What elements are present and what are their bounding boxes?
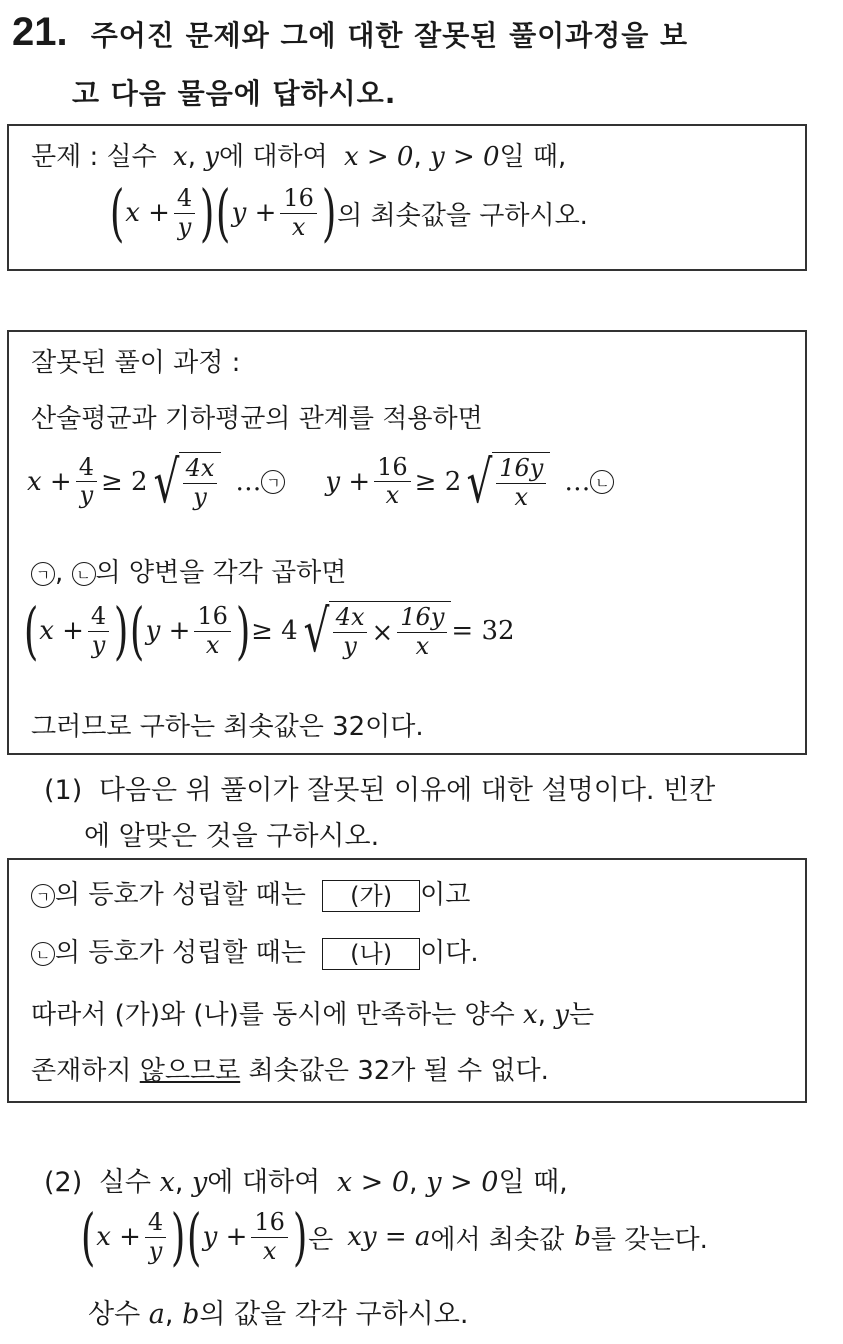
ineq1-relation: ≥ 2 — [101, 466, 148, 497]
comma: , — [174, 1167, 184, 1198]
question-text-line1: 주어진 문제와 그에 대한 잘못된 풀이과정을 보 — [90, 19, 689, 52]
explain-line4 — [31, 1050, 549, 1087]
wrong-solution-box — [7, 330, 807, 755]
right-paren: ) — [171, 1200, 186, 1273]
radical-sign: √ — [466, 447, 493, 516]
condition-y: y > 0 — [426, 1167, 499, 1198]
ineq1-root-fraction — [183, 455, 218, 511]
comma: , — [164, 1299, 174, 1330]
explain-line1 — [31, 874, 470, 912]
frac-den: y — [91, 630, 106, 659]
part2-line3 — [88, 1292, 468, 1331]
var-a: a — [148, 1299, 165, 1330]
question-number: 21. — [12, 10, 68, 54]
explain-line2-text: 의 등호가 성립할 때는 — [55, 938, 306, 968]
frac-den: x — [262, 1236, 277, 1265]
condition-x: x > 0 — [343, 142, 414, 172]
problem-line2-suffix: 의 최솟값을 구하시오. — [337, 200, 588, 231]
part2-line2-end: 를 갖는다. — [590, 1224, 708, 1255]
blank-ga: (가) — [322, 880, 420, 912]
frac-num: 16y — [397, 604, 447, 633]
explain-line4-prefix: 존재하지 — [31, 1056, 132, 1086]
frac-num: 4 — [76, 454, 97, 483]
explain-line2-end: 이다. — [420, 938, 479, 968]
var-x: x — [523, 1000, 538, 1030]
part2-prefix: 실수 — [98, 1167, 152, 1198]
var-b: b — [182, 1299, 200, 1330]
times-sign: × — [371, 617, 394, 648]
expr-y-plus: y + — [231, 198, 277, 228]
fraction-16-over-x — [251, 1209, 288, 1265]
frac-den: y — [79, 481, 94, 510]
right-paren: ) — [321, 176, 337, 249]
right-paren: ) — [114, 594, 129, 667]
frac-num: 16 — [374, 454, 411, 483]
frac-den: x — [291, 212, 306, 241]
frac-num: 16 — [251, 1209, 288, 1238]
frac-den: y — [177, 212, 192, 241]
part2-condition: xy = a — [347, 1222, 431, 1252]
ineq1-sqrt — [148, 447, 222, 516]
part2-eun: 은 — [308, 1224, 334, 1255]
ineq2-sqrt — [461, 447, 550, 516]
var-b: b — [574, 1222, 591, 1252]
problem-suffix: 일 때, — [499, 142, 567, 172]
comma: , — [409, 1167, 418, 1198]
comma: , — [413, 142, 422, 172]
part1-label: (1) — [44, 775, 83, 806]
comma: , — [187, 142, 196, 172]
frac-num: 4 — [174, 185, 195, 214]
solution-intro: 산술평균과 기하평균의 관계를 적용하면 — [31, 404, 483, 434]
right-paren: ) — [200, 176, 215, 249]
expr-y-plus: y + — [202, 1222, 248, 1252]
frac-den: y — [343, 632, 357, 660]
question-text-line2: 고 다음 물음에 답하시오. — [72, 77, 397, 110]
blank-na: (나) — [322, 938, 420, 970]
frac-num: 4 — [88, 603, 109, 632]
part1-line1 — [44, 768, 715, 807]
problem-prefix: 문제 : 실수 — [31, 142, 157, 172]
explain-line3-end: 는 — [568, 1000, 595, 1030]
solution-conclusion: 그러므로 구하는 최솟값은 32이다. — [31, 712, 424, 742]
condition-y: y > 0 — [430, 142, 500, 172]
expr-x-plus: x + — [96, 1222, 141, 1252]
multiply-text: 의 양변을 각각 곱하면 — [95, 558, 347, 588]
right-paren: ) — [292, 1200, 308, 1273]
explain-line3 — [31, 994, 594, 1031]
explain-line1-end: 이고 — [420, 880, 471, 910]
left-paren: ( — [187, 1200, 202, 1273]
part2-suffix: 일 때, — [498, 1167, 568, 1198]
product-sqrt — [298, 597, 452, 665]
part2-mid: 에 대하여 — [207, 1167, 321, 1198]
ineq2-tag-dots: … — [564, 466, 591, 497]
radical-sign: √ — [303, 597, 330, 665]
expr-x-plus: x + — [125, 198, 170, 228]
circle-label-b: ㄴ — [590, 470, 614, 494]
part2-line2 — [80, 1200, 708, 1273]
circle-label-a: ㄱ — [31, 562, 55, 586]
ineq1-lhs: x + — [27, 466, 72, 497]
problem-mid: 에 대하여 — [218, 142, 328, 172]
expr-y-plus: y + — [145, 616, 191, 646]
part2-label: (2) — [44, 1167, 83, 1198]
frac-den: y — [148, 1236, 163, 1265]
inequality-row — [27, 447, 614, 516]
frac-den: x — [205, 630, 220, 659]
frac-num: 16 — [280, 185, 317, 214]
fraction-16-over-x — [194, 603, 231, 659]
question-header — [12, 10, 688, 55]
frac-num: 16 — [194, 603, 231, 632]
frac-num: 4x — [333, 604, 368, 633]
product-relation: ≥ 4 — [251, 616, 298, 646]
fraction-4-over-y — [88, 603, 109, 659]
explain-line2 — [31, 932, 479, 970]
frac-den: x — [385, 481, 400, 510]
explain-line4-underlined: 않으므로 — [139, 1056, 241, 1086]
solution-title: 잘못된 풀이 과정 : — [31, 348, 241, 378]
expr-x-plus: x + — [39, 616, 84, 646]
explanation-box — [7, 858, 807, 1103]
ineq1-fraction — [76, 454, 97, 510]
ineq2-relation: ≥ 2 — [414, 466, 462, 497]
left-paren: ( — [23, 594, 39, 667]
product-root-fraction-1 — [333, 604, 368, 660]
circle-label-b: ㄴ — [31, 942, 55, 966]
problem-expression — [109, 176, 588, 249]
part1-text-line1: 다음은 위 풀이가 잘못된 이유에 대한 설명이다. 빈칸 — [98, 775, 716, 806]
multiply-line: ㄱ , ㄴ 의 양변을 각각 곱하면 — [31, 552, 346, 589]
right-paren: ) — [235, 594, 251, 667]
explain-line1-text: 의 등호가 성립할 때는 — [55, 880, 306, 910]
left-paren: ( — [109, 176, 125, 249]
comma: , — [537, 1000, 546, 1030]
fraction-4-over-y — [145, 1209, 166, 1265]
fraction-4-over-y — [174, 185, 195, 241]
ineq2-fraction — [374, 454, 411, 510]
circle-label-b: ㄴ — [72, 562, 96, 586]
var-x: x — [173, 142, 188, 172]
ineq1-tag-dots: … — [235, 466, 262, 497]
part2-line3-prefix: 상수 — [88, 1299, 141, 1330]
part2-line3-end: 의 값을 각각 구하시오. — [199, 1299, 469, 1330]
fraction-16-over-x — [280, 185, 317, 241]
circle-label-a: ㄱ — [31, 884, 55, 908]
radical-sign: √ — [153, 447, 180, 516]
condition-x: x > 0 — [336, 1167, 410, 1198]
ineq2-lhs: y + — [325, 466, 371, 497]
explain-line4-suffix: 최솟값은 32가 될 수 없다. — [248, 1056, 549, 1086]
part2-line1 — [44, 1160, 568, 1199]
frac-den: x — [514, 482, 529, 511]
var-y: y — [554, 1000, 569, 1030]
explain-line3-text: 따라서 (가)와 (나)를 동시에 만족하는 양수 — [31, 1000, 515, 1030]
problem-line1 — [31, 136, 566, 173]
left-paren: ( — [216, 176, 231, 249]
part2-line2-text: 에서 최솟값 — [430, 1224, 565, 1255]
circle-label-a: ㄱ — [261, 470, 285, 494]
problem-box — [7, 124, 807, 271]
left-paren: ( — [80, 1200, 96, 1273]
product-root-fraction-2 — [397, 604, 447, 660]
var-y: y — [192, 1167, 208, 1198]
frac-num: 16y — [496, 455, 546, 484]
part1-line2: 에 알맞은 것을 구하시오. — [84, 821, 380, 852]
frac-num: 4x — [183, 455, 218, 484]
left-paren: ( — [130, 594, 145, 667]
ineq2-root-fraction — [496, 455, 546, 511]
product-inequality — [23, 594, 515, 667]
var-x: x — [159, 1167, 175, 1198]
product-result: = 32 — [451, 616, 515, 646]
frac-num: 4 — [145, 1209, 166, 1238]
var-y: y — [204, 142, 219, 172]
frac-den: x — [415, 632, 430, 660]
frac-den: y — [193, 482, 207, 511]
